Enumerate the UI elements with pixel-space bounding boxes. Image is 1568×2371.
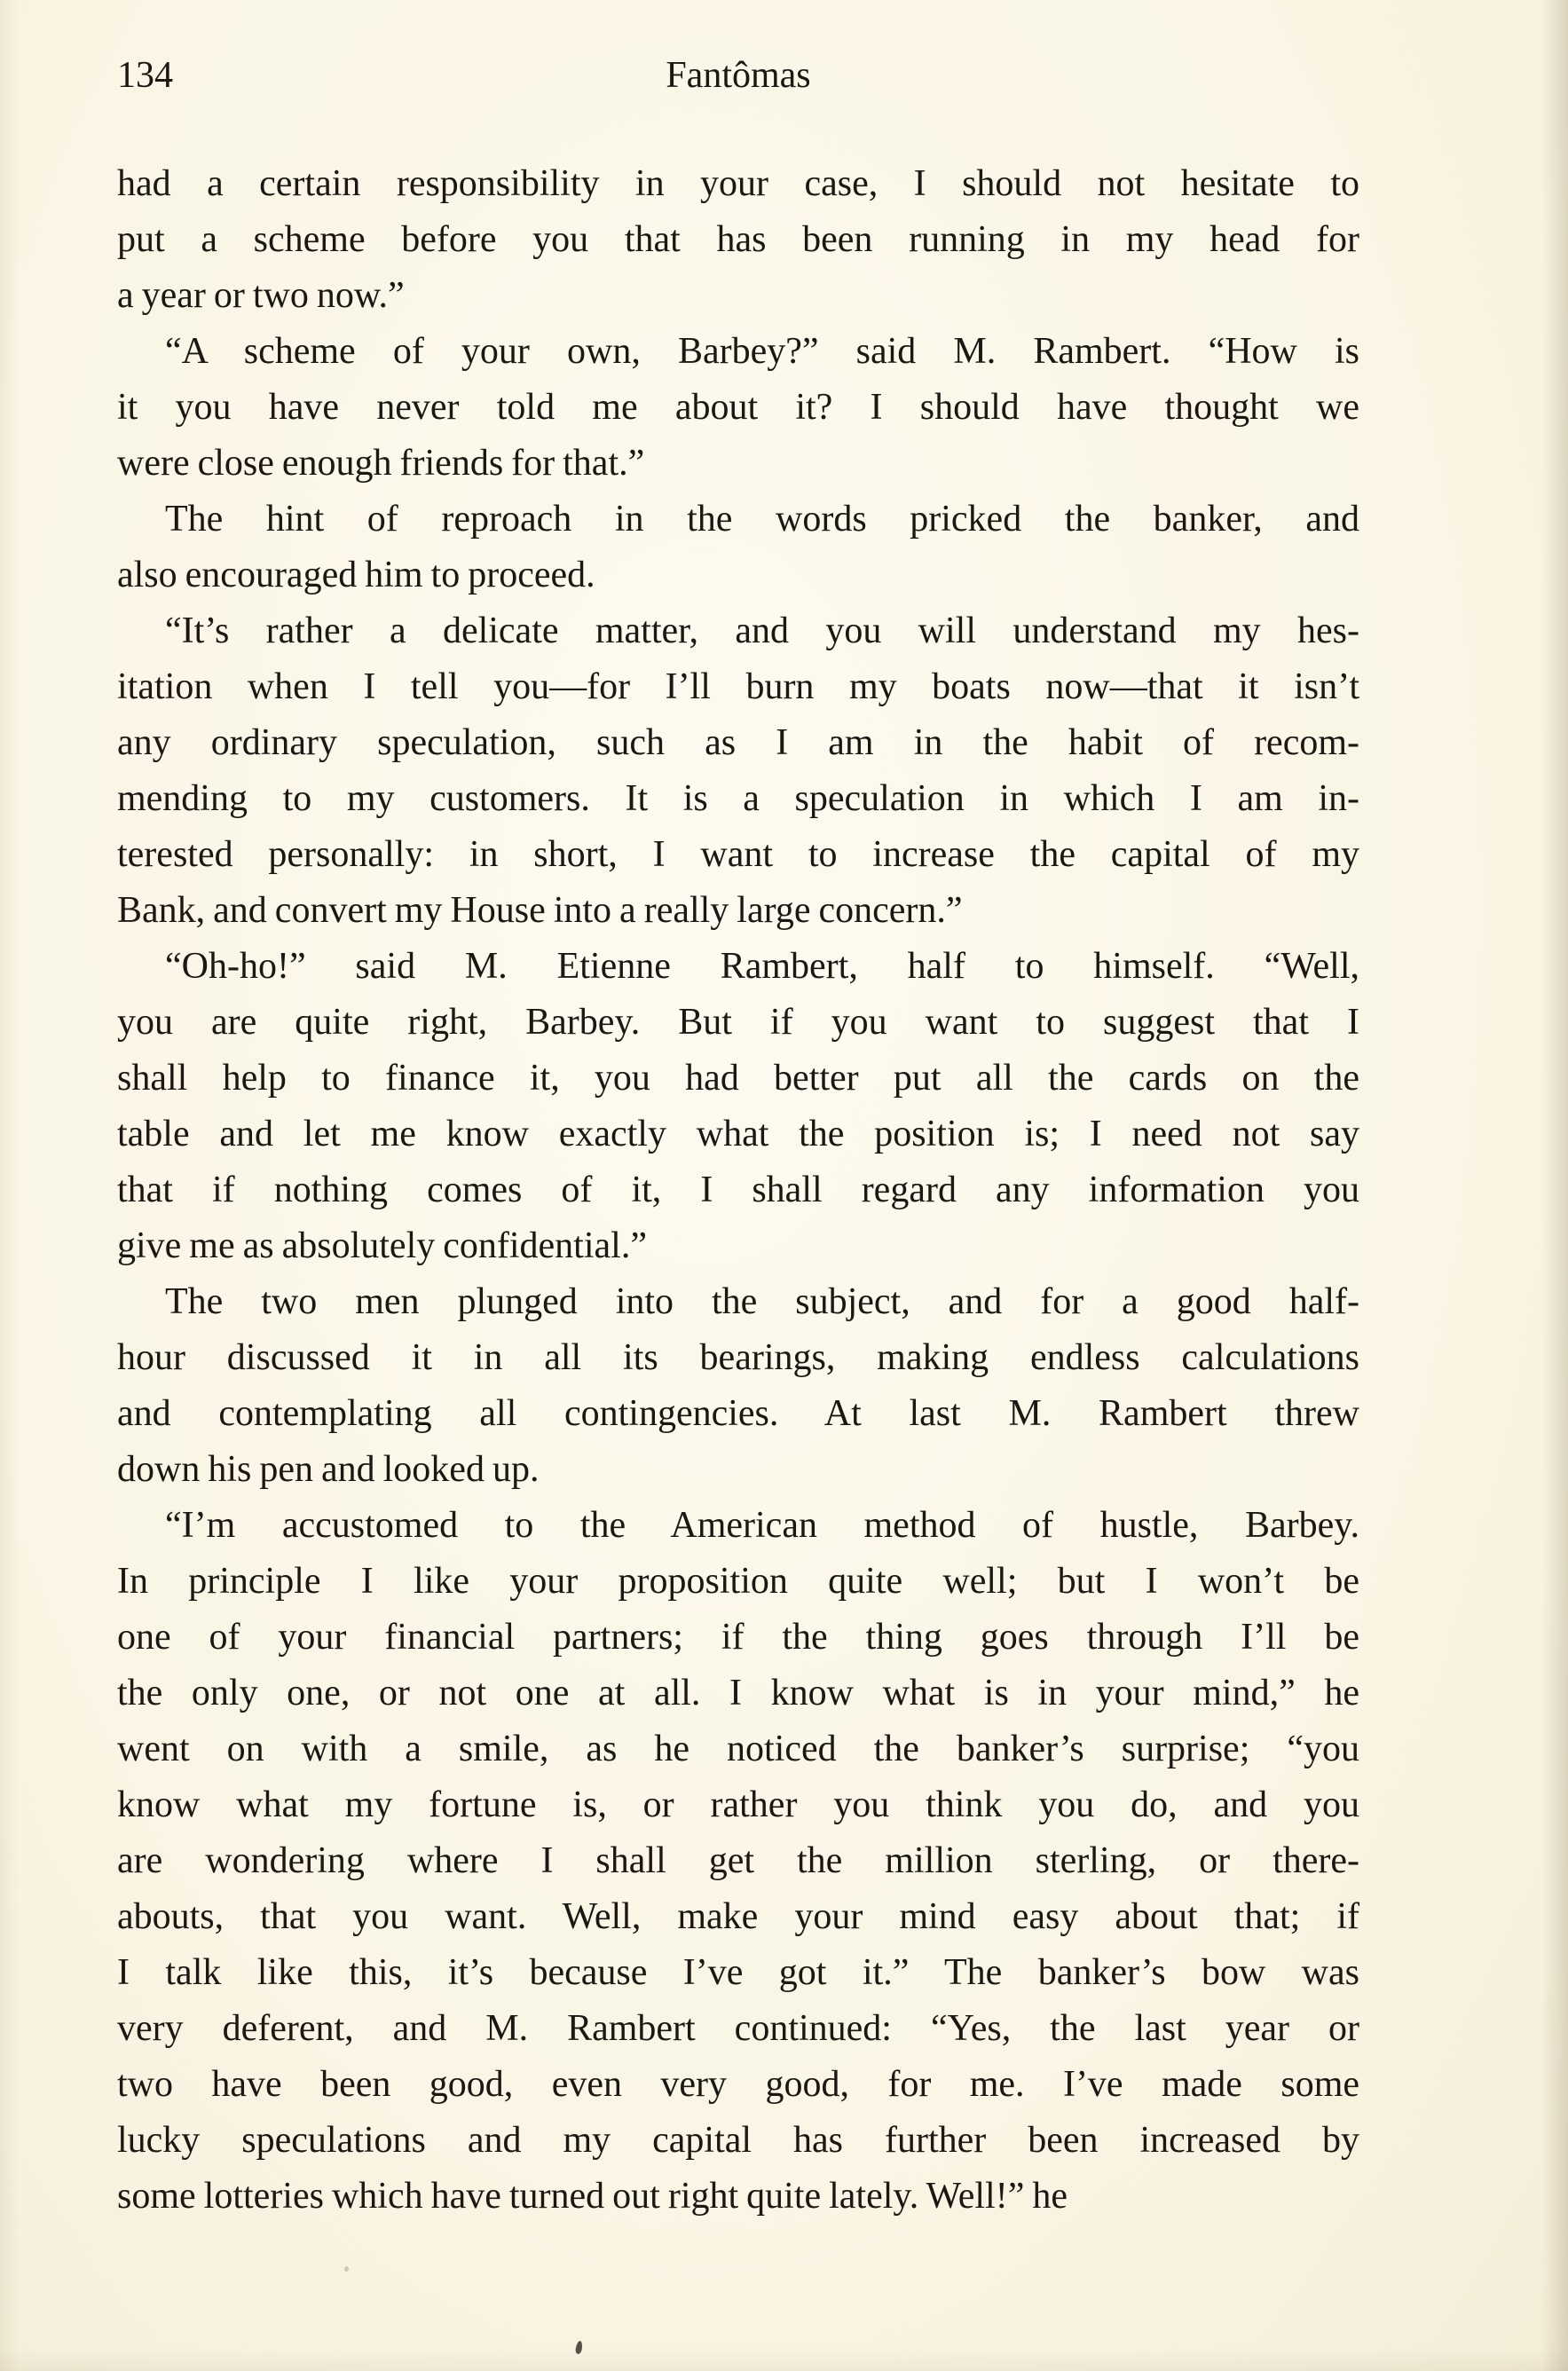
text-line: some lotteries which have turned out right quite lately. Well!” he (117, 2176, 1068, 2217)
text-line: table and let me know exactly what the position is; I need not say (117, 1114, 1359, 1154)
text-line: were close enough friends for that.” (117, 443, 645, 484)
text-line: The hint of reproach in the words pricked the banker, and (165, 499, 1359, 540)
text-line: know what my fortune is, or rather you think you do, and you (117, 1784, 1359, 1825)
text-line: abouts, that you want. Well, make your mind easy about that; if (117, 1896, 1359, 1937)
text-line: one of your financial partners; if the thing goes through I’ll be (117, 1617, 1359, 1658)
paragraph (117, 603, 1359, 939)
paragraph (117, 156, 1359, 324)
text-line: you are quite right, Barbey. But if you want to suggest that I (117, 1002, 1359, 1043)
text-line: the only one, or not one at all. I know what is in your mind,” he (117, 1673, 1359, 1713)
text-line: put a scheme before you that has been running in my head for (117, 219, 1359, 260)
text-line: are wondering where I shall get the million sterling, or there- (117, 1840, 1359, 1881)
text-line: it you have never told me about it? I should have thought we (117, 387, 1359, 428)
paragraph (117, 1274, 1359, 1498)
text-line: had a certain responsibility in your case, I should not hesitate to (117, 163, 1359, 204)
text-line: very deferent, and M. Rambert continued: “Yes, the last year or (117, 2008, 1359, 2049)
text-line: “Oh-ho!” said M. Etienne Rambert, half to himself. “Well, (165, 946, 1359, 987)
paragraph (117, 324, 1359, 492)
page-number: 134 (117, 55, 173, 96)
text-line: The two men plunged into the subject, and for a good half- (165, 1281, 1359, 1322)
text-line: In principle I like your proposition quite well; but I won’t be (117, 1561, 1359, 1602)
text-line: Bank, and convert my House into a really large concern.” (117, 890, 963, 931)
text-line: “I’m accustomed to the American method of hustle, Barbey. (165, 1505, 1359, 1546)
text-line: a year or two now.” (117, 275, 405, 316)
text-line: and contemplating all contingencies. At last M. Rambert threw (117, 1393, 1359, 1434)
text-line: that if nothing comes of it, I shall regard any information you (117, 1170, 1359, 1210)
paragraph (117, 939, 1359, 1274)
text-line: lucky speculations and my capital has further been increased by (117, 2120, 1359, 2161)
text-line: shall help to finance it, you had better put all the cards on the (117, 1058, 1359, 1099)
scan-artifact-faint (344, 2266, 350, 2273)
scan-artifact (575, 2341, 583, 2355)
text-line: two have been good, even very good, for me. I’ve made some (117, 2064, 1359, 2105)
paragraph (117, 492, 1359, 603)
paragraph (117, 1498, 1359, 2225)
running-title: Fantômas (666, 55, 811, 96)
text-line: hour discussed it in all its bearings, making endless calculations (117, 1337, 1359, 1378)
text-line: any ordinary speculation, such as I am in the habit of recom- (117, 722, 1359, 763)
body-text (117, 156, 1359, 2225)
text-line: give me as absolutely confidential.” (117, 1225, 647, 1266)
text-line: I talk like this, it’s because I’ve got it.” The banker’s bow was (117, 1952, 1359, 1993)
text-line: itation when I tell you—for I’ll burn my boats now—that it isn’t (117, 666, 1359, 707)
text-line: also encouraged him to proceed. (117, 555, 595, 595)
text-line: mending to my customers. It is a speculation in which I am in- (117, 778, 1359, 819)
page-header (117, 48, 1359, 104)
text-line: “A scheme of your own, Barbey?” said M. Rambert. “How is (165, 331, 1359, 372)
text-line: terested personally: in short, I want to increase the capital of my (117, 834, 1359, 875)
text-line: went on with a smile, as he noticed the banker’s surprise; “you (117, 1729, 1359, 1769)
text-line: “It’s rather a delicate matter, and you will understand my hes- (165, 610, 1359, 651)
text-line: down his pen and looked up. (117, 1449, 540, 1490)
